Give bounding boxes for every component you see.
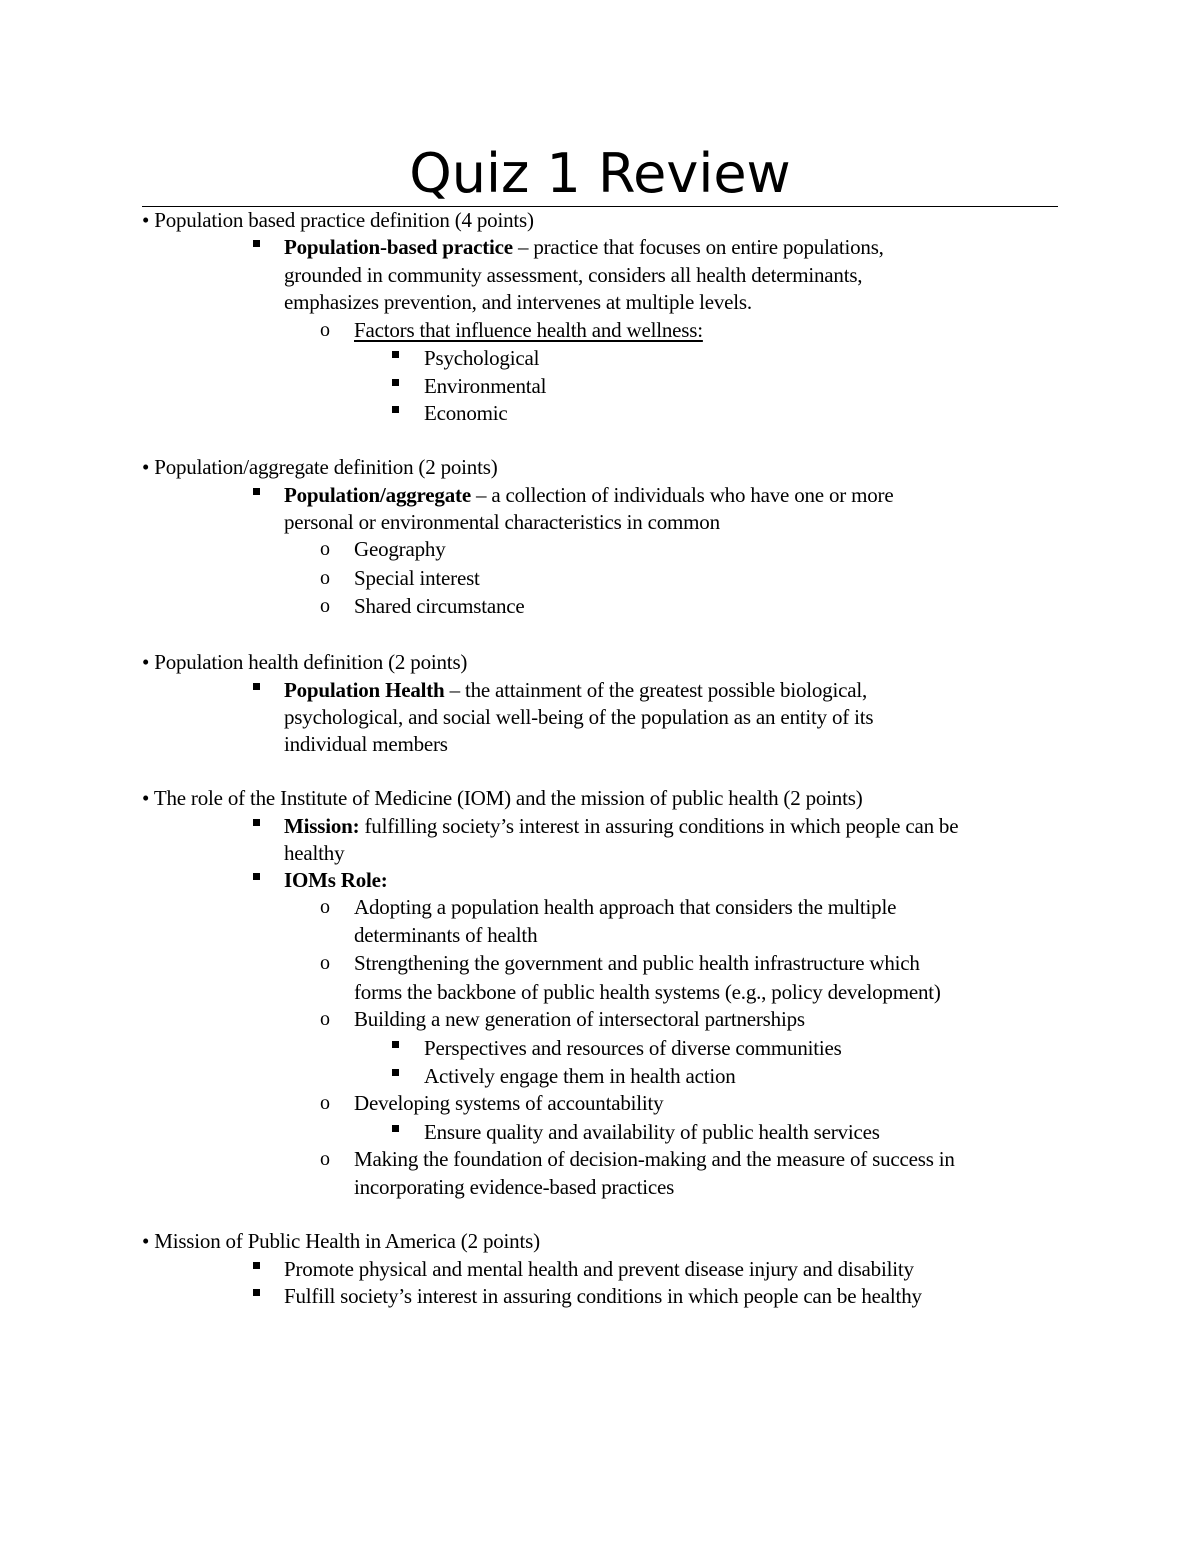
- square-bullet: [253, 488, 260, 495]
- circle-bullet: o: [320, 319, 330, 341]
- definition-term: Population/aggregate: [284, 483, 471, 507]
- role-item-continued: forms the backbone of public health systems (e.g., policy development): [354, 980, 941, 1004]
- section-heading-population-aggregate: • Population/aggregate definition (2 points): [142, 455, 498, 479]
- role-sub-item: Perspectives and resources of diverse communities: [424, 1036, 842, 1060]
- bullet: •: [142, 455, 150, 479]
- role-sub-item: Ensure quality and availability of public health services: [424, 1120, 880, 1144]
- mission-line: healthy: [284, 841, 345, 865]
- list-item: Geography: [354, 537, 446, 561]
- square-bullet: [253, 1289, 260, 1296]
- bullet: •: [142, 650, 150, 674]
- square-bullet: [253, 873, 260, 880]
- page-title: Quiz 1 Review: [409, 142, 791, 205]
- circle-bullet: o: [320, 952, 330, 974]
- role-item: Developing systems of accountability: [354, 1091, 664, 1115]
- section-heading-mission-public-health: • Mission of Public Health in America (2 points): [142, 1229, 540, 1253]
- circle-bullet: o: [320, 896, 330, 918]
- bullet: •: [142, 786, 150, 810]
- list-item: Fulfill society’s interest in assuring conditions in which people can be healthy: [284, 1284, 922, 1308]
- circle-bullet: o: [320, 1092, 330, 1114]
- square-bullet: [253, 1262, 260, 1269]
- bullet: •: [142, 208, 150, 232]
- role-sub-item: Actively engage them in health action: [424, 1064, 736, 1088]
- square-bullet: [392, 1041, 399, 1048]
- square-bullet: [392, 379, 399, 386]
- mission-term: Mission:: [284, 814, 360, 838]
- circle-bullet: o: [320, 538, 330, 560]
- definition-line: grounded in community assessment, considers all health determinants,: [284, 263, 863, 287]
- square-bullet: [253, 240, 260, 247]
- definition-line: personal or environmental characteristics in common: [284, 510, 720, 534]
- mission-line: Mission: fulfilling society’s interest in assuring conditions in which people can be: [284, 814, 959, 838]
- definition-line: individual members: [284, 732, 448, 756]
- list-item: Shared circumstance: [354, 594, 525, 618]
- definition-term: Population-based practice: [284, 235, 513, 259]
- role-item-continued: determinants of health: [354, 923, 538, 947]
- list-item: Environmental: [424, 374, 547, 398]
- definition-term: Population Health: [284, 678, 445, 702]
- definition-line: Population Health – the attainment of the greatest possible biological,: [284, 678, 868, 702]
- circle-bullet: o: [320, 1148, 330, 1170]
- role-item: Adopting a population health approach that considers the multiple: [354, 895, 897, 919]
- square-bullet: [392, 406, 399, 413]
- circle-bullet: o: [320, 595, 330, 617]
- section-heading-population-health: • Population health definition (2 points): [142, 650, 468, 674]
- role-item: Building a new generation of intersectoral partnerships: [354, 1007, 805, 1031]
- list-item: Economic: [424, 401, 508, 425]
- section-heading-iom-role: • The role of the Institute of Medicine (IOM) and the mission of public health (2 points): [142, 786, 863, 810]
- role-item: Strengthening the government and public health infrastructure which: [354, 951, 920, 975]
- circle-bullet: o: [320, 567, 330, 589]
- circle-bullet: o: [320, 1008, 330, 1030]
- role-item: Making the foundation of decision-making and the measure of success in: [354, 1147, 955, 1171]
- square-bullet: [253, 819, 260, 826]
- bullet: •: [142, 1229, 150, 1253]
- list-item: Promote physical and mental health and prevent disease injury and disability: [284, 1257, 914, 1281]
- definition-line: psychological, and social well-being of the population as an entity of its: [284, 705, 874, 729]
- list-item: Special interest: [354, 566, 480, 590]
- square-bullet: [392, 1125, 399, 1132]
- square-bullet: [392, 351, 399, 358]
- role-label: IOMs Role:: [284, 868, 388, 892]
- square-bullet: [392, 1069, 399, 1076]
- definition-line: Population/aggregate – a collection of individuals who have one or more: [284, 483, 894, 507]
- square-bullet: [253, 683, 260, 690]
- role-item-continued: incorporating evidence-based practices: [354, 1175, 675, 1199]
- section-heading-population-based-practice: • Population based practice definition (4 points): [142, 208, 534, 232]
- list-item: Psychological: [424, 346, 540, 370]
- factors-label: Factors that influence health and wellness:: [354, 318, 703, 342]
- definition-line: emphasizes prevention, and intervenes at multiple levels.: [284, 290, 752, 314]
- definition-line: Population-based practice – practice that focuses on entire populations,: [284, 235, 884, 259]
